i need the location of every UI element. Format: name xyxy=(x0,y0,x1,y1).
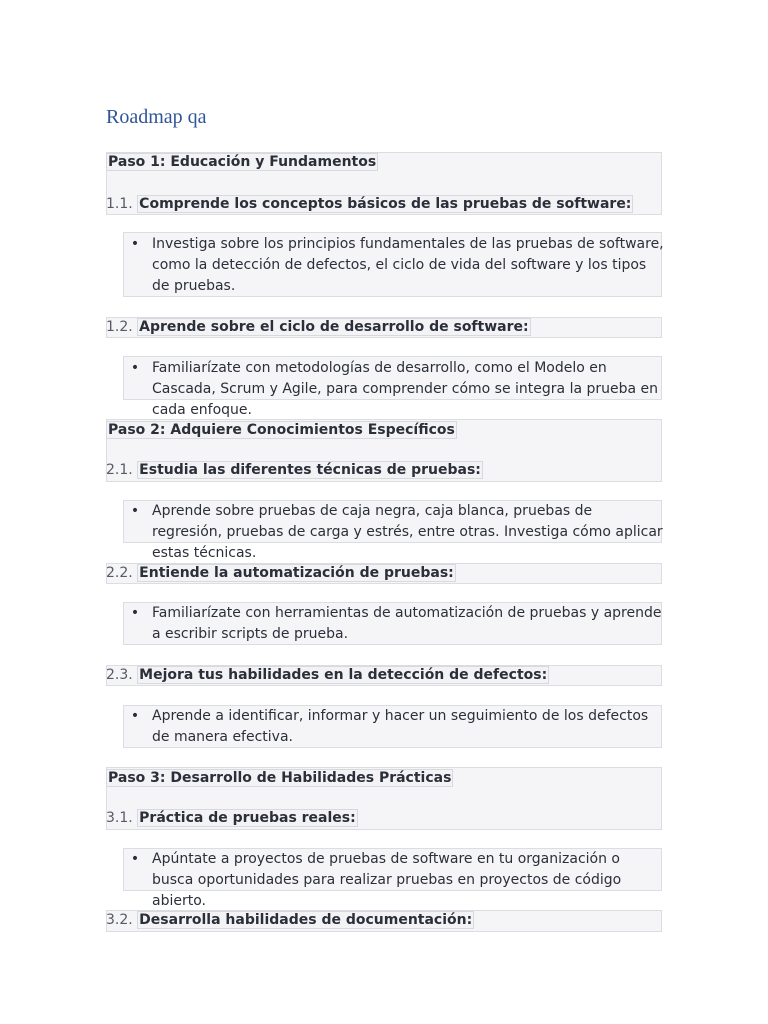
section-title: Desarrolla habilidades de documentación: xyxy=(139,912,473,928)
step2-heading xyxy=(106,420,457,441)
list-item-text: Apúntate a proyectos de pruebas de software en tu organización o busca oportunidades para realizar pruebas en proyectos de código abierto. xyxy=(152,851,622,909)
list-item xyxy=(128,849,662,909)
section-number: 1.1. xyxy=(106,196,133,212)
bullet-icon: • xyxy=(130,360,140,376)
bullet-icon: • xyxy=(130,503,140,519)
bullet-icon: • xyxy=(130,708,140,724)
section-number: 3.2. xyxy=(106,912,133,928)
bullet-icon: • xyxy=(130,236,140,252)
list-item-text: Familiarízate con herramientas de automatización de pruebas y aprende a escribir scripts de prueba. xyxy=(152,605,662,642)
section-3-2-heading xyxy=(106,910,474,931)
section-number: 3.1. xyxy=(106,810,133,826)
section-2-3-heading xyxy=(106,665,549,686)
list-item xyxy=(128,234,662,297)
step2-heading-text: Paso 2: Adquiere Conocimientos Específicos xyxy=(108,422,455,438)
section-number: 2.2. xyxy=(106,565,133,581)
step1-heading xyxy=(106,152,378,173)
section-3-1-heading xyxy=(106,808,358,829)
list-item-text: Familiarízate con metodologías de desarrollo, como el Modelo en Cascada, Scrum y Agile, para comprender cómo se integra la prueba en cada enfoque. xyxy=(152,360,659,418)
section-title: Comprende los conceptos básicos de las pruebas de software: xyxy=(139,196,632,212)
section-title: Práctica de pruebas reales: xyxy=(139,810,356,826)
list-item-text: Investiga sobre los principios fundamentales de las pruebas de software, como la detección de defectos, el ciclo de vida del software y los tipos de pruebas. xyxy=(152,236,664,294)
bullet-icon: • xyxy=(130,605,140,621)
list-item xyxy=(128,603,662,645)
list-item xyxy=(128,358,662,418)
section-2-1-heading xyxy=(106,460,483,481)
step1-heading-text: Paso 1: Educación y Fundamentos xyxy=(108,154,377,170)
section-number: 1.2. xyxy=(106,319,133,335)
bullet-icon: • xyxy=(130,851,140,867)
section-title: Aprende sobre el ciclo de desarrollo de software: xyxy=(139,319,529,335)
section-2-2-heading xyxy=(106,563,456,584)
list-item-text: Aprende sobre pruebas de caja negra, caja blanca, pruebas de regresión, pruebas de carga y estrés, entre otras. Investiga cómo aplicar estas técnicas. xyxy=(152,503,663,561)
step3-heading-text: Paso 3: Desarrollo de Habilidades Prácticas xyxy=(108,770,452,786)
list-item-text: Aprende a identificar, informar y hacer un seguimiento de los defectos de manera efectiva. xyxy=(152,708,649,745)
step3-heading xyxy=(106,768,453,789)
document-title: Roadmap qa xyxy=(106,106,207,128)
list-item xyxy=(128,501,663,561)
section-number: 2.1. xyxy=(106,462,133,478)
section-1-2-heading xyxy=(106,317,531,338)
section-title: Mejora tus habilidades en la detección de defectos: xyxy=(139,667,548,683)
section-number: 2.3. xyxy=(106,667,133,683)
section-title: Entiende la automatización de pruebas: xyxy=(139,565,454,581)
section-title: Estudia las diferentes técnicas de pruebas: xyxy=(139,462,481,478)
list-item xyxy=(128,706,662,748)
section-1-1-heading xyxy=(106,194,633,215)
